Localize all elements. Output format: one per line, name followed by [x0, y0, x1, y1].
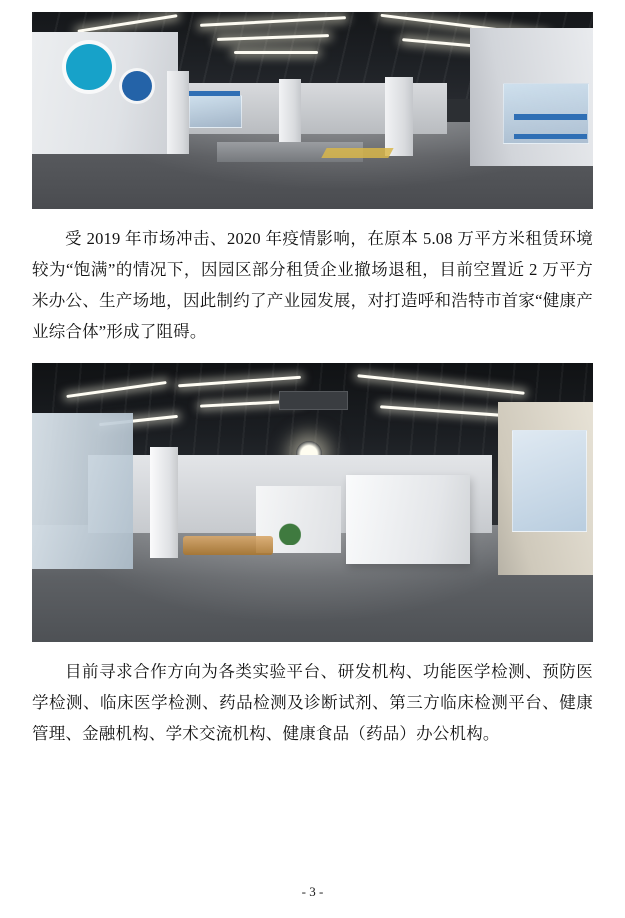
- air-conditioner-vent: [279, 391, 348, 410]
- paragraph-market-impact: 受 2019 年市场冲击、2020 年疫情影响，在原本 5.08 万平方米租赁环境较为“饱满”的情况下，因园区部分租赁企业撤场退租，目前空置近 2 万平方米办公、生产场地，因此制约了产业园发展，对打造呼和浩特市首家“健康产业综合体”形成了阻碍。: [32, 229, 593, 341]
- corridor-photo-scene: [32, 12, 593, 209]
- open-hall-photo: [32, 363, 593, 642]
- document-page: [0, 12, 625, 918]
- blue-trim: [514, 134, 587, 139]
- glass-door: [189, 95, 241, 129]
- column: [385, 77, 413, 156]
- left-glass-wall: [32, 413, 133, 569]
- page-number: - 3 -: [301, 884, 324, 899]
- potted-plant: [279, 519, 301, 545]
- open-hall-photo-scene: [32, 363, 593, 642]
- floor-marking: [321, 148, 394, 158]
- corridor-photo: [32, 12, 593, 209]
- paragraph-cooperation-directions: 目前寻求合作方向为各类实验平台、研发机构、功能医学检测、预防医学检测、临床医学检测、药品检测及诊断试剂、第三方临床检测平台、健康管理、金融机构、学术交流机构、健康食品（药品）办公机构。: [32, 662, 593, 743]
- blue-trim: [189, 91, 239, 96]
- lounge-seating: [183, 536, 273, 556]
- white-partition: [346, 475, 469, 564]
- wall-graphic-circle-icon: [66, 44, 112, 90]
- column: [150, 447, 178, 559]
- wall-graphic-circle-icon: [122, 71, 152, 101]
- ceiling-light: [234, 51, 318, 54]
- wall-poster: [512, 430, 587, 532]
- column: [167, 71, 189, 154]
- blue-trim: [514, 114, 587, 120]
